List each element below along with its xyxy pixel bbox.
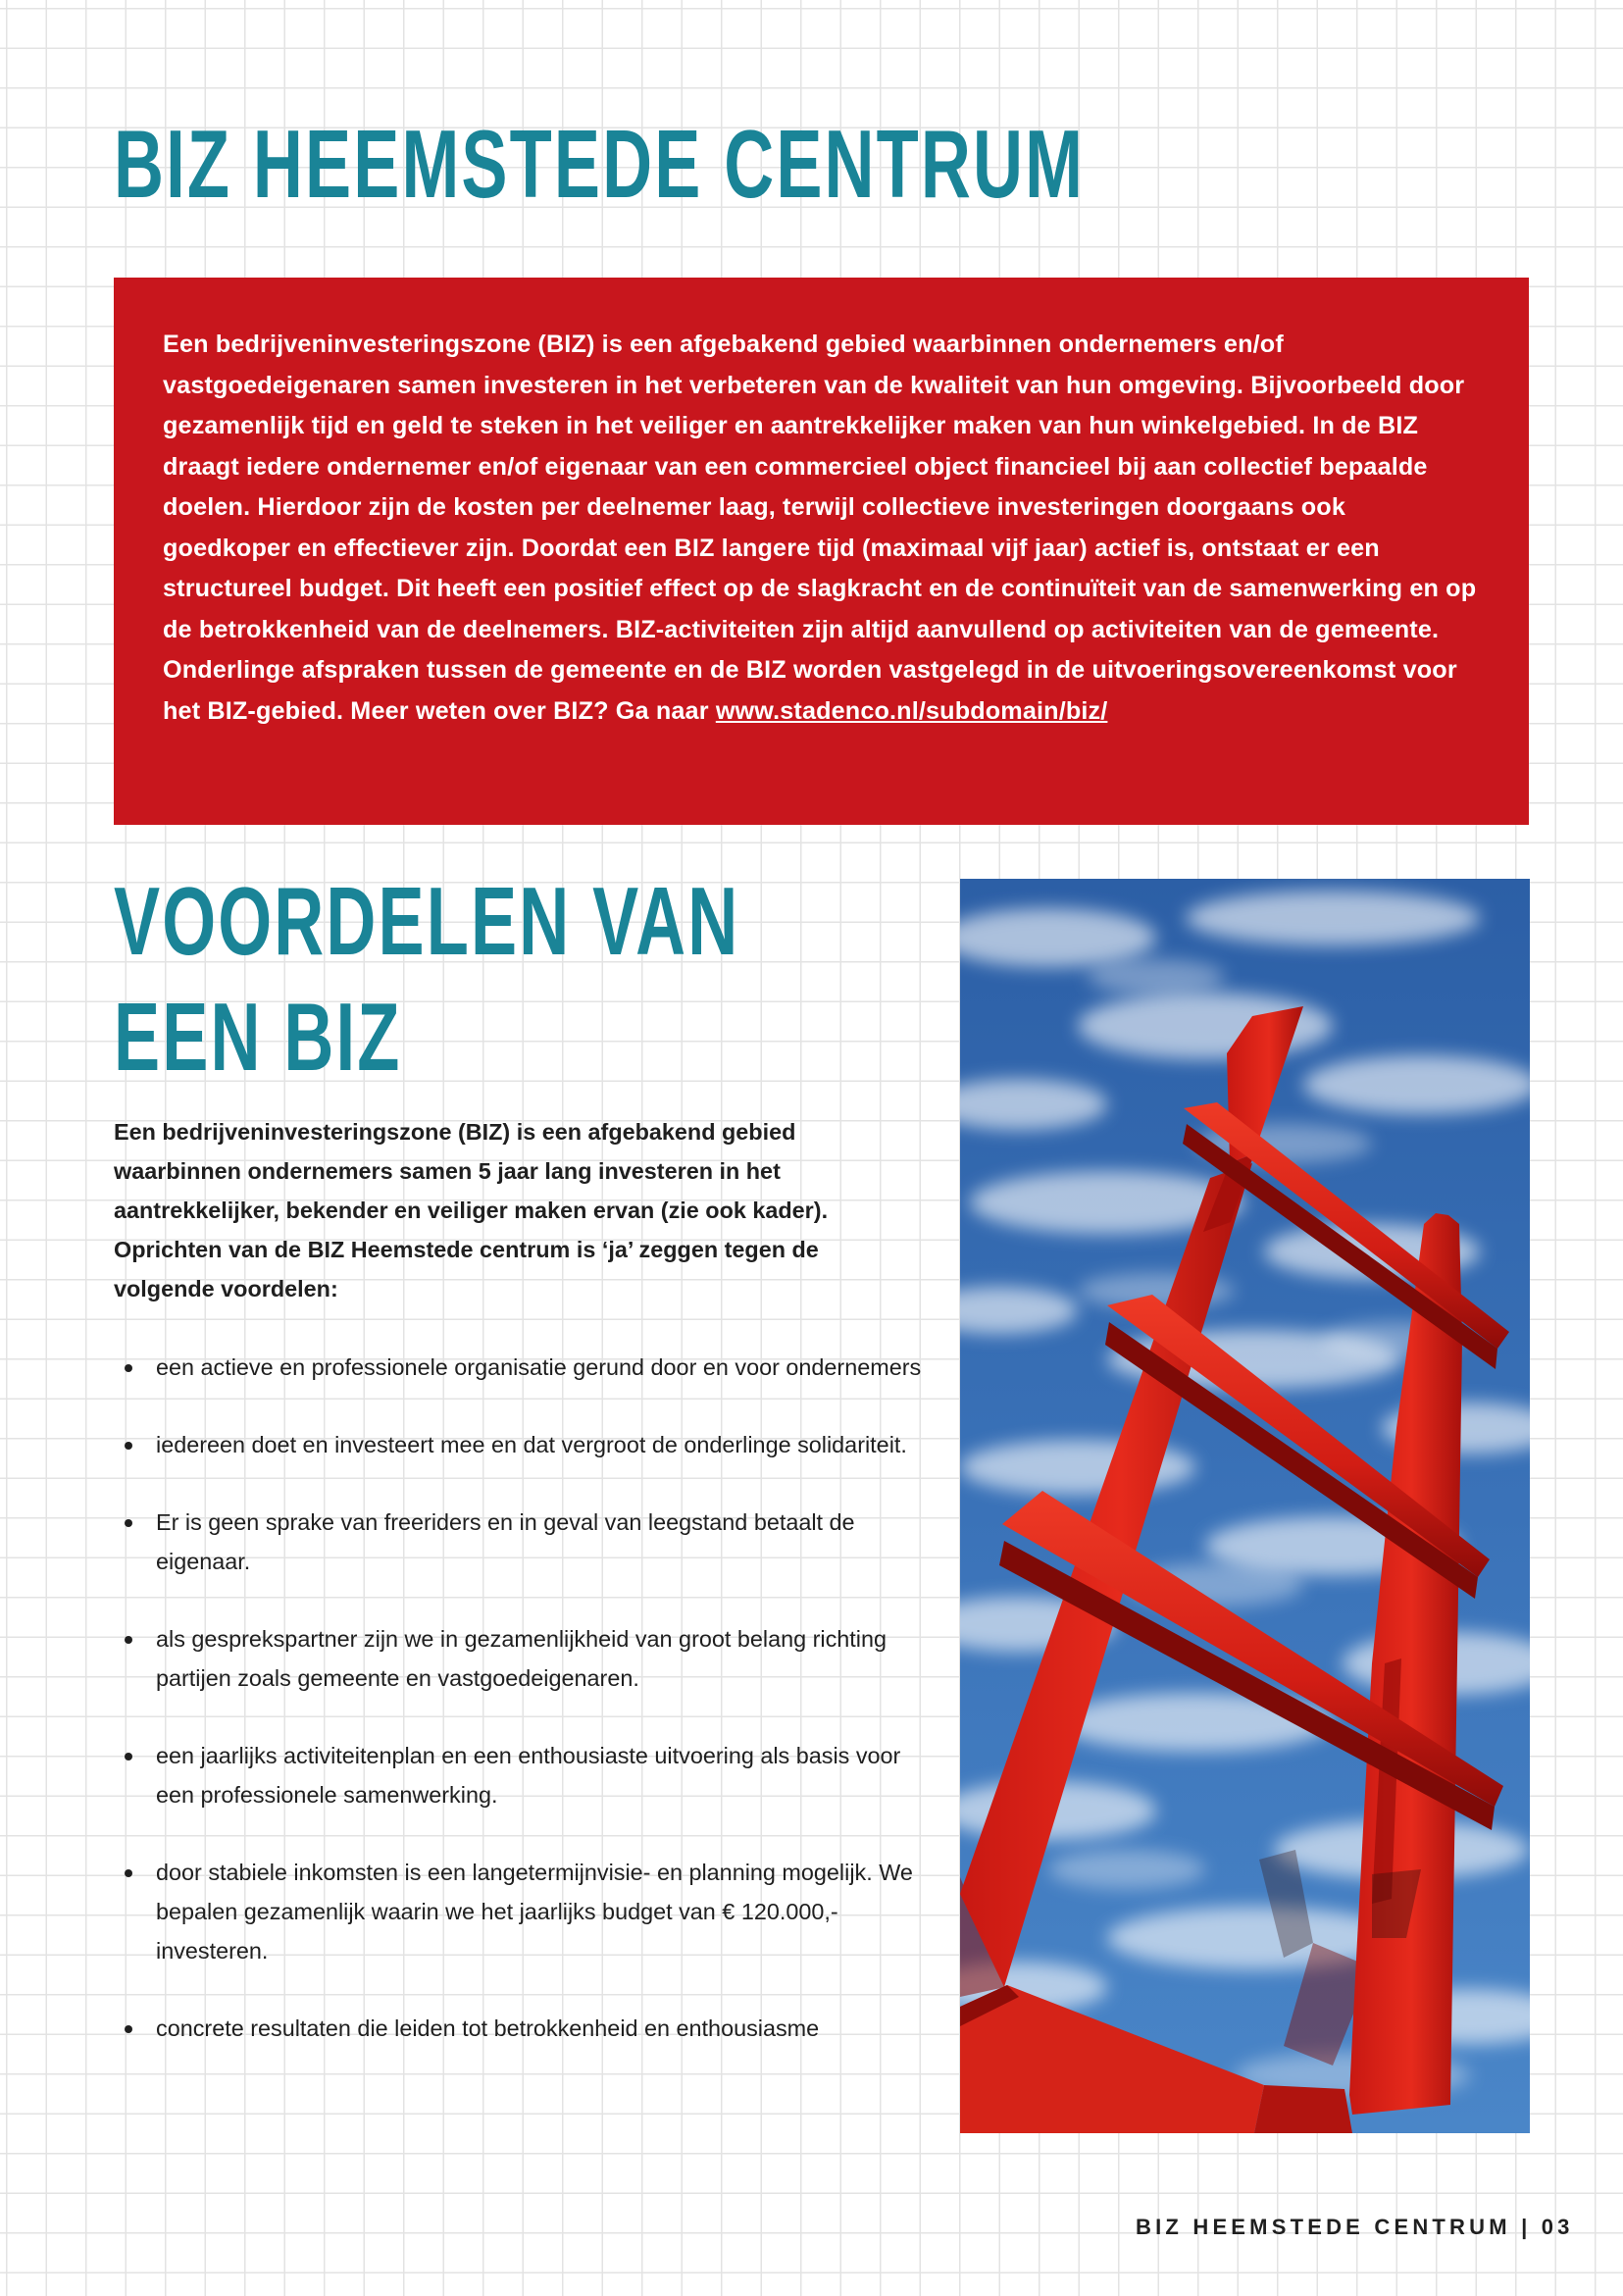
page-title: BIZ HEEMSTEDE CENTRUM	[114, 110, 1086, 218]
page-number: 03	[1541, 2215, 1574, 2239]
bullet-icon	[125, 2025, 132, 2033]
list-item	[114, 1619, 928, 1698]
section-intro: Een bedrijveninvesteringszone (BIZ) is een afgebakend gebied waarbinnen ondernemers samen 5 jaar lang investeren in het aantrekkelijker, bekender en veiliger maken ervan (zie ook kader). Oprichten van de BIZ Heemstede centrum is ‘ja’ zeggen tegen de volgende voordelen:	[114, 1119, 829, 1301]
info-box	[114, 278, 1529, 825]
ladder-photo	[960, 879, 1530, 2133]
list-item	[114, 1736, 928, 1814]
list-item-text: door stabiele inkomsten is een langetermijnvisie- en planning mogelijk. We bepalen gezamenlijk waarin we het jaarlijks budget van € 120.000,- investeren.	[156, 1860, 913, 1964]
bullet-icon	[125, 1636, 132, 1644]
bullet-icon	[125, 1869, 132, 1877]
list-item	[114, 1348, 928, 1387]
list-item-text: concrete resultaten die leiden tot betrokkenheid en enthousiasme	[156, 2015, 820, 2041]
list-item-text: iedereen doet en investeert mee en dat vergroot de onderlinge solidariteit.	[156, 1432, 907, 1457]
list-item	[114, 1503, 928, 1581]
list-item	[114, 1853, 928, 1970]
list-item-text: een jaarlijks activiteitenplan en een enthousiaste uitvoering als basis voor een professionele samenwerking.	[156, 1743, 901, 1808]
list-item-text: Er is geen sprake van freeriders en in geval van leegstand betaalt de eigenaar.	[156, 1509, 855, 1574]
ladder-sky-illustration	[960, 879, 1530, 2133]
info-box-text	[163, 325, 1480, 732]
list-item-text: een actieve en professionele organisatie gerund door en voor ondernemers	[156, 1354, 922, 1380]
page-footer	[1136, 2215, 1574, 2240]
bullet-icon	[125, 1442, 132, 1450]
list-item	[114, 1425, 928, 1464]
bullet-icon	[125, 1753, 132, 1760]
info-box-body: Een bedrijveninvesteringszone (BIZ) is een afgebakend gebied waarbinnen ondernemers en/of vastgoedeigenaren samen investeren in het verbeteren van de kwaliteit van hun omgeving. Bijvoorbeeld door gezamenlijk tijd en geld te steken in het veiliger en aantrekkelijker maken van hun winkelgebied. In de BIZ draagt iedere ondernemer en/of eigenaar van een commercieel object financieel bij aan collectief bepaalde doelen. Hierdoor zijn de kosten per deelnemer laag, terwijl collectieve investeringen doorgaans ook goedkoper en effectiever zijn. Doordat een BIZ langere tijd (maximaal vijf jaar) actief is, ontstaat er een structureel budget. Dit heeft een positief effect op de slagkracht en de continuïteit van de samenwerking en op de betrokkenheid van de deelnemers. BIZ-activiteiten zijn altijd aanvullend op activiteiten van de gemeente. Onderlinge afspraken tussen de gemeente en de BIZ worden vastgelegd in de uitvoeringsovereenkomst voor het BIZ-gebied. Meer weten over BIZ? Ga naar	[163, 331, 1477, 725]
list-item	[114, 2009, 928, 2048]
biz-info-link[interactable]: www.stadenco.nl/subdomain/biz/	[715, 696, 1108, 725]
list-item-text: als gesprekspartner zijn we in gezamenlijkheid van groot belang richting partijen zoals gemeente en vastgoedeigenaren.	[156, 1626, 888, 1691]
footer-separator: |	[1521, 2215, 1532, 2239]
bullet-icon	[125, 1519, 132, 1527]
footer-label: BIZ HEEMSTEDE CENTRUM	[1136, 2215, 1511, 2239]
section-heading: VOORDELEN VAN EEN BIZ	[114, 867, 740, 1091]
benefits-list	[114, 1348, 928, 2086]
bullet-icon	[125, 1364, 132, 1372]
